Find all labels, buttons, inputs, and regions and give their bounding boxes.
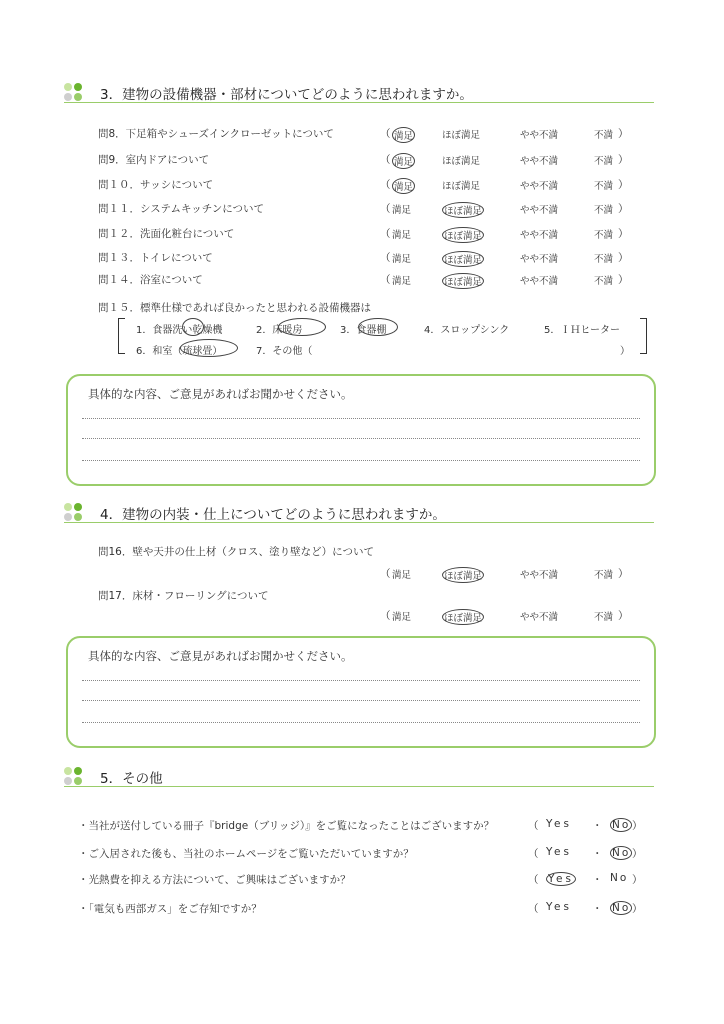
paren-open: （	[528, 820, 539, 832]
option-somewhat-unsatisfied[interactable]: やや不満	[520, 570, 559, 581]
clover-icon	[64, 767, 84, 787]
section-4-title: 4．建物の内装・仕上についてどのように思われますか。	[100, 507, 446, 523]
question-label: 問9．室内ドアについて	[98, 154, 210, 166]
option-unsatisfied[interactable]: 不満	[594, 205, 614, 216]
clover-icon	[64, 503, 84, 523]
option-mostly-selected[interactable]: ほぼ満足	[442, 202, 484, 218]
question-label: 問8．下足箱やシューズインクローゼットについて	[98, 128, 334, 140]
paren-open: （	[528, 848, 539, 860]
option-somewhat-unsatisfied[interactable]: やや不満	[520, 130, 559, 141]
option-mostly[interactable]: ほぼ満足	[442, 181, 481, 192]
option-satisfied-selected[interactable]: 満足	[392, 178, 415, 194]
comment-box-title: 具体的な内容、ご意見があればお聞かせください。	[88, 649, 353, 663]
yes-no-question: ・「電気も西部ガス」をご存知ですか？	[78, 903, 262, 915]
separator-dot: ・	[592, 903, 603, 915]
paren-open: （	[528, 874, 539, 886]
option-satisfied[interactable]: 満足	[392, 205, 412, 216]
option-satisfied[interactable]: 満足	[392, 612, 412, 623]
yes-option-selected[interactable]: Yes	[548, 873, 574, 885]
option-somewhat-unsatisfied[interactable]: やや不満	[520, 612, 559, 623]
option-unsatisfied[interactable]: 不満	[594, 156, 614, 167]
option-unsatisfied[interactable]: 不満	[594, 570, 614, 581]
q15-item-7-close: ）	[620, 346, 630, 357]
section-3-title: 3．建物の設備機器・部材についてどのように思われますか。	[100, 87, 473, 103]
option-unsatisfied[interactable]: 不満	[594, 130, 614, 141]
question-label: 問１２．洗面化粧台について	[98, 228, 235, 240]
option-somewhat-unsatisfied[interactable]: やや不満	[520, 156, 559, 167]
option-satisfied[interactable]: 満足	[392, 276, 412, 287]
comment-line	[82, 438, 640, 439]
option-satisfied-selected[interactable]: 満足	[392, 153, 415, 169]
paren-close: ）	[632, 848, 643, 860]
question-label: 問１１．システムキッチンについて	[98, 203, 265, 215]
paren-open: （	[380, 203, 391, 215]
question-label: 問16．壁や天井の仕上材（クロス、塗り壁など）について	[98, 546, 374, 558]
separator-dot: ・	[592, 874, 603, 886]
option-unsatisfied[interactable]: 不満	[594, 276, 614, 287]
paren-close: ）	[618, 128, 629, 140]
q15-item-1-circle	[182, 318, 204, 336]
comment-box-title: 具体的な内容、ご意見があればお聞かせください。	[88, 387, 353, 401]
paren-close: ）	[618, 568, 629, 580]
section-4-header	[64, 500, 654, 523]
option-somewhat-unsatisfied[interactable]: やや不満	[520, 230, 559, 241]
question-label: 問17．床材・フローリングについて	[98, 590, 269, 602]
option-unsatisfied[interactable]: 不満	[594, 612, 614, 623]
separator-dot: ・	[592, 820, 603, 832]
no-option-selected[interactable]: No	[612, 902, 631, 914]
yes-option[interactable]: Yes	[546, 818, 572, 830]
option-mostly-selected[interactable]: ほぼ満足	[442, 273, 484, 289]
section-3-header	[64, 80, 654, 103]
question-label: 問１４．浴室について	[98, 274, 203, 286]
paren-close: ）	[618, 252, 629, 264]
paren-open: （	[380, 128, 391, 140]
separator-dot: ・	[592, 848, 603, 860]
paren-open: （	[380, 274, 391, 286]
paren-close: ）	[618, 203, 629, 215]
comment-box-section-3[interactable]	[66, 374, 656, 486]
q15-item-3-circle	[358, 318, 398, 336]
comment-box-section-4[interactable]	[66, 636, 656, 748]
comment-line	[82, 460, 640, 461]
paren-open: （	[380, 179, 391, 191]
q15-item-2[interactable]: 2．床暖房	[256, 321, 302, 336]
q15-item-5[interactable]: 5．ＩＨヒーター	[544, 325, 620, 336]
paren-open: （	[380, 610, 391, 622]
yes-no-question: ・光熱費を抑える方法について、ご興味はございますか？	[78, 874, 351, 886]
paren-close: ）	[632, 874, 643, 886]
comment-line	[82, 722, 640, 723]
q15-item-4[interactable]: 4．スロップシンク	[424, 325, 510, 336]
section-5-title: 5．その他	[100, 771, 163, 787]
option-unsatisfied[interactable]: 不満	[594, 254, 614, 265]
paren-close: ）	[618, 154, 629, 166]
yes-no-question: ・当社が送付している冊子『bridge（ブリッジ）』をご覧になったことはございますか？	[78, 820, 495, 832]
q15-bracket-right	[640, 318, 647, 354]
option-satisfied[interactable]: 満足	[392, 254, 412, 265]
comment-line	[82, 418, 640, 419]
option-somewhat-unsatisfied[interactable]: やや不満	[520, 205, 559, 216]
yes-option[interactable]: Yes	[546, 901, 572, 913]
option-mostly-selected[interactable]: ほぼ満足	[442, 567, 484, 583]
q15-item-6-circle	[180, 339, 238, 357]
option-unsatisfied[interactable]: 不満	[594, 230, 614, 241]
option-mostly-selected[interactable]: ほぼ満足	[442, 251, 484, 267]
q15-item-3[interactable]: 3．食器棚	[340, 321, 386, 336]
q15-bracket-left	[118, 318, 125, 354]
q15-item-7[interactable]: 7．その他（	[256, 346, 313, 357]
paren-open: （	[380, 228, 391, 240]
yes-option[interactable]: Yes	[546, 846, 572, 858]
paren-open: （	[528, 903, 539, 915]
comment-line	[82, 680, 640, 681]
yes-no-question: ・ご入居された後も、当社のホームページをご覧いただいていますか？	[78, 848, 414, 860]
paren-open: （	[380, 252, 391, 264]
question-label: 問１３．トイレについて	[98, 252, 213, 264]
section-5-header	[64, 764, 654, 787]
comment-line	[82, 700, 640, 701]
option-satisfied[interactable]: 満足	[392, 570, 412, 581]
option-satisfied[interactable]: 満足	[392, 230, 412, 241]
option-mostly-selected[interactable]: ほぼ満足	[442, 609, 484, 625]
paren-close: ）	[618, 179, 629, 191]
paren-close: ）	[618, 610, 629, 622]
option-mostly[interactable]: ほぼ満足	[442, 130, 481, 141]
no-option-selected[interactable]: No	[612, 819, 631, 831]
paren-open: （	[380, 154, 391, 166]
paren-close: ）	[632, 820, 643, 832]
no-option-selected[interactable]: No	[612, 847, 631, 859]
option-unsatisfied[interactable]: 不満	[594, 181, 614, 192]
q15-item-6[interactable]: 6．和室（琉球畳）	[136, 342, 222, 357]
clover-icon	[64, 83, 84, 103]
option-mostly[interactable]: ほぼ満足	[442, 156, 481, 167]
paren-close: ）	[618, 228, 629, 240]
option-somewhat-unsatisfied[interactable]: やや不満	[520, 254, 559, 265]
option-somewhat-unsatisfied[interactable]: やや不満	[520, 181, 559, 192]
q15-item-1[interactable]: 1．食器洗い乾燥機	[136, 325, 223, 336]
no-option[interactable]: No	[610, 872, 629, 884]
paren-close: ）	[618, 274, 629, 286]
option-somewhat-unsatisfied[interactable]: やや不満	[520, 276, 559, 287]
paren-close: ）	[632, 903, 643, 915]
option-mostly-selected[interactable]: ほぼ満足	[442, 227, 484, 243]
paren-open: （	[380, 568, 391, 580]
option-satisfied-selected[interactable]: 満足	[392, 127, 415, 143]
q15-item-2-circle	[278, 318, 326, 336]
q15-label: 問１５．標準仕様であれば良かったと思われる設備機器は	[98, 302, 371, 314]
question-label: 問１０．サッシについて	[98, 179, 214, 191]
